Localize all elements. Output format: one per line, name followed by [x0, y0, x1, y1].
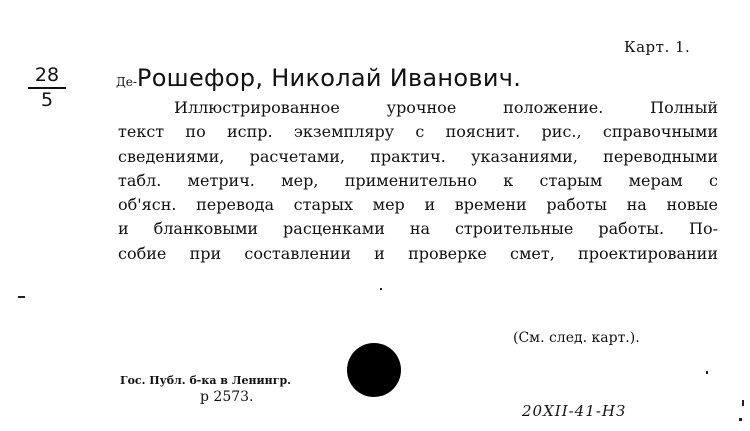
description-line: собие при составлении и проверке смет, проектировании — [118, 243, 718, 263]
description-line: сведениями, расчетами, практич. указаниями, переводными — [118, 146, 718, 166]
speck — [706, 371, 708, 374]
speck — [380, 288, 382, 290]
shelf-mark-bottom: 5 — [40, 89, 54, 111]
shelf-mark — [28, 66, 66, 110]
shelf-mark-top: 28 — [28, 66, 66, 89]
library-stamp: Гос. Публ. б-ка в Ленингр. — [120, 374, 291, 387]
description-line: Иллюстрированное урочное положение. Полный — [174, 98, 718, 117]
speck — [739, 418, 742, 421]
ink-blot — [347, 343, 401, 397]
author-name: Рошефор, Николай Иванович. — [136, 64, 522, 92]
description-line: об'ясн. перевода старых мер и времени работы на новые — [118, 195, 718, 215]
description-line: текст по испр. экземпляру с пояснит. рис., справочными — [118, 122, 718, 142]
speck — [742, 400, 744, 406]
call-number: р 2573. — [200, 389, 254, 405]
title-description — [118, 96, 718, 266]
card-number: Карт. 1. — [624, 38, 691, 56]
speck — [18, 296, 25, 298]
description-line: табл. метрич. мер, применительно к старым мерам с — [118, 170, 718, 190]
author-prefix: Де- — [116, 75, 137, 89]
see-next-card: (См. след. карт.). — [513, 330, 640, 346]
description-line: и бланковыми расценками на строительные работы. По- — [118, 219, 718, 239]
author-heading — [116, 64, 521, 92]
handwritten-note: 20XII-41-НЗ — [522, 402, 627, 420]
